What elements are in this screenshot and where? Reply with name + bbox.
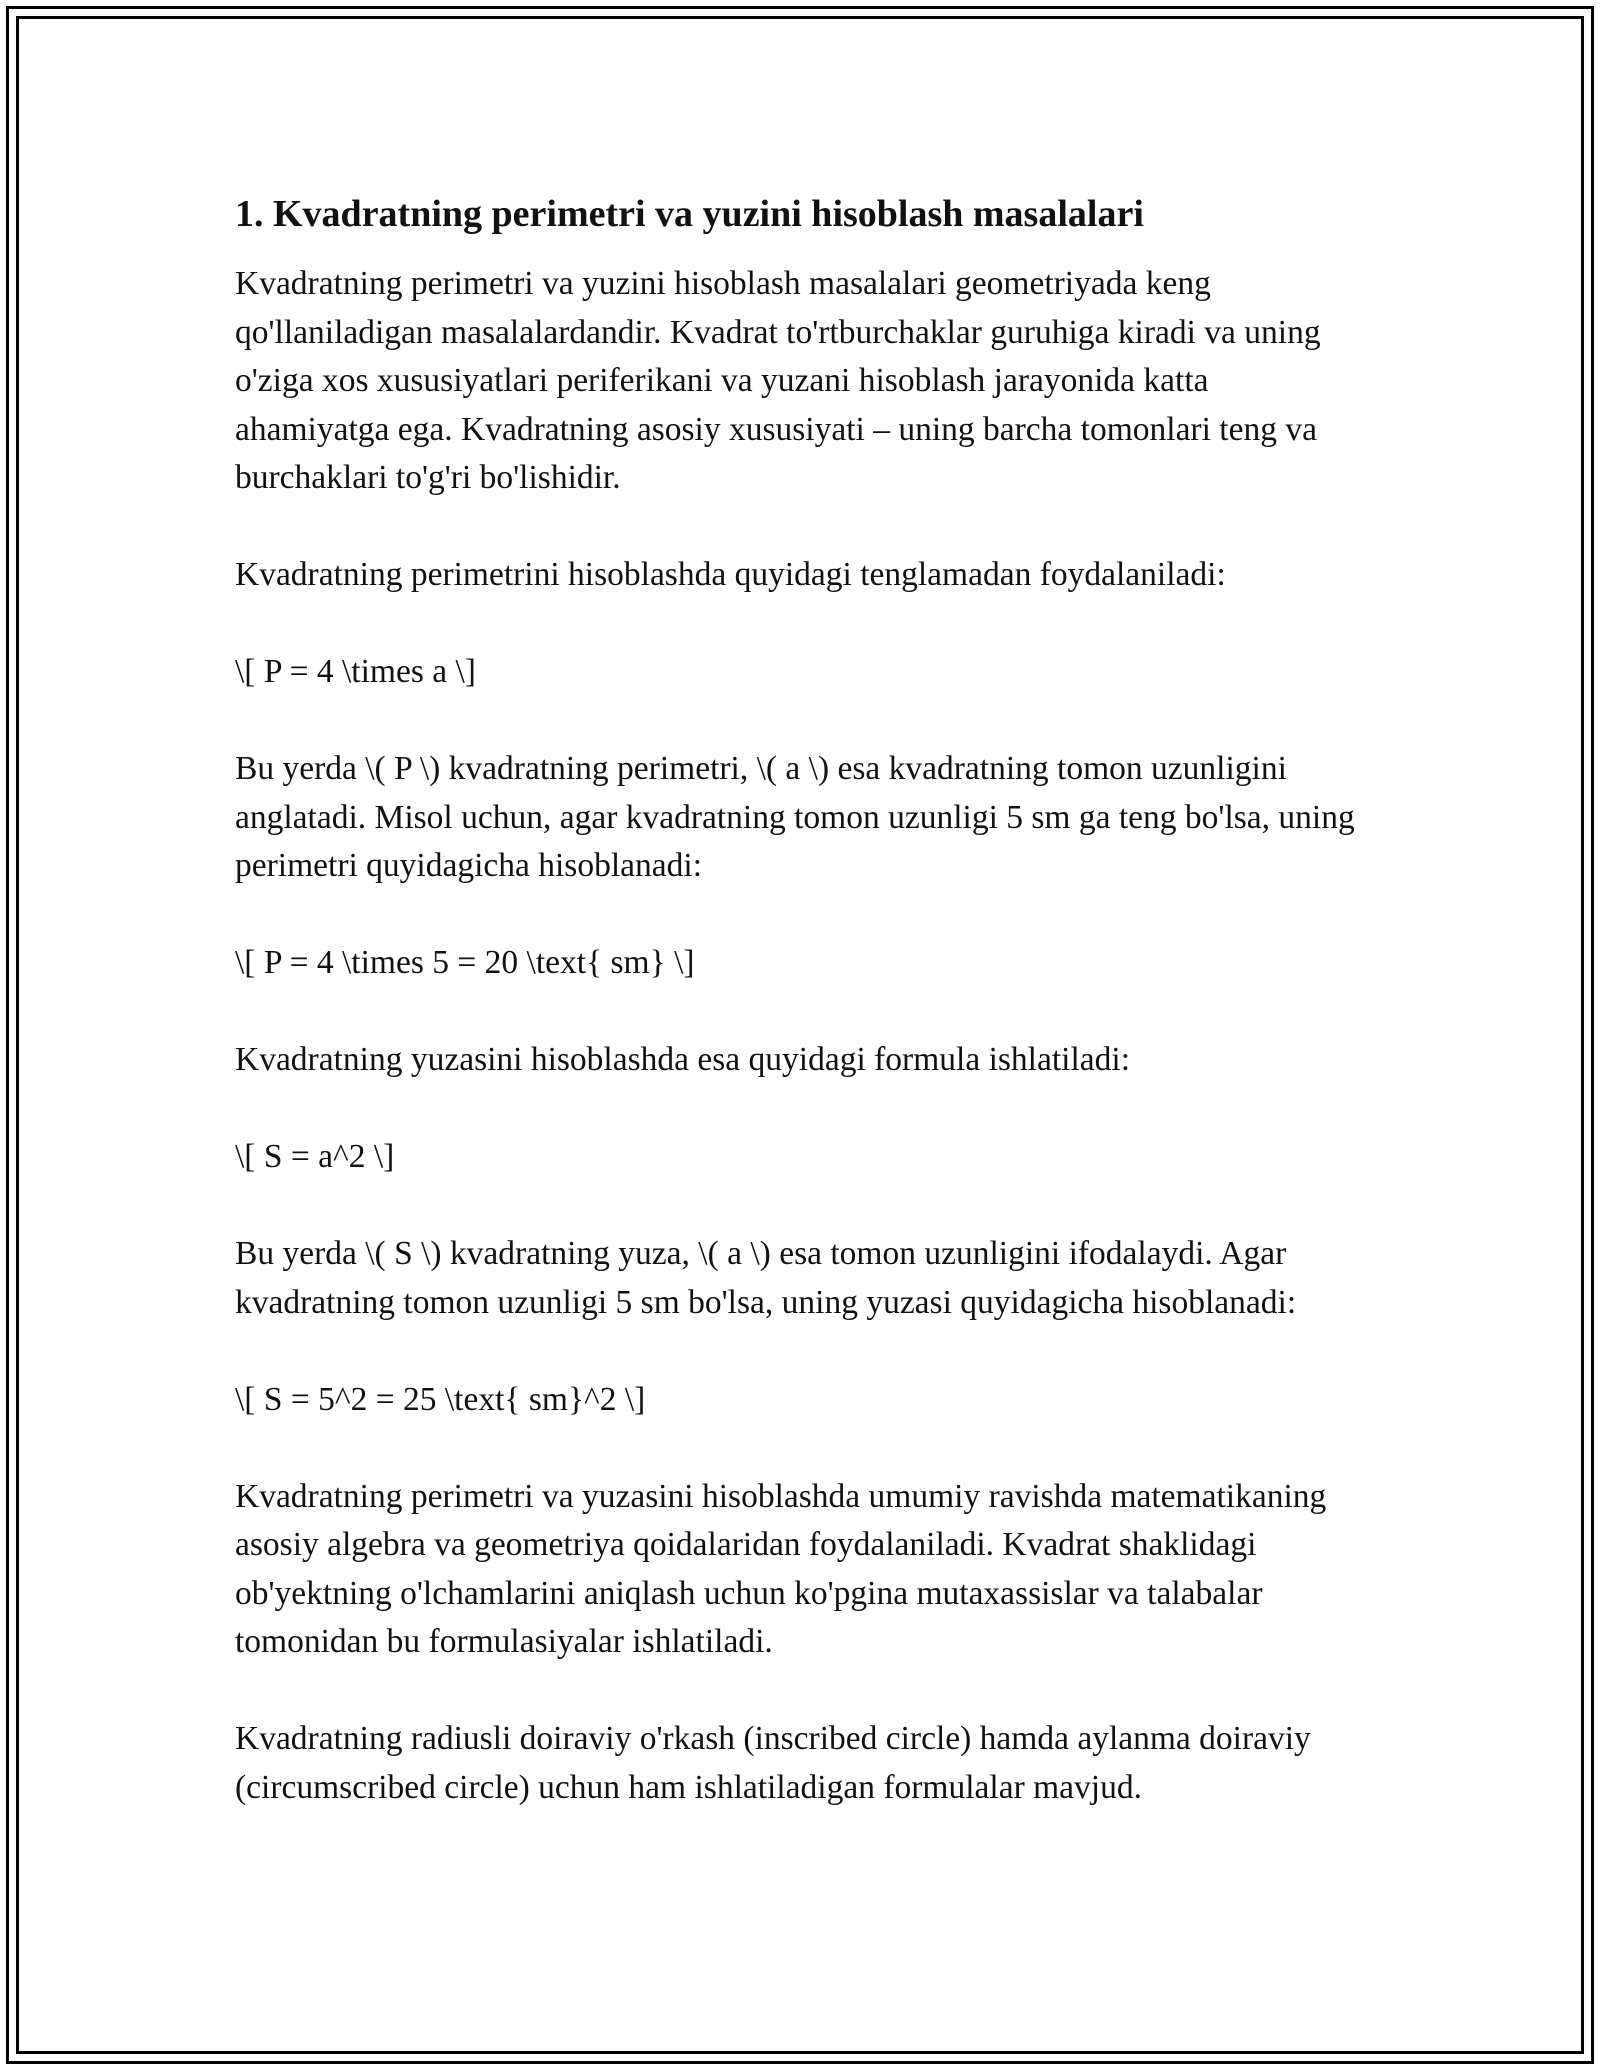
summary-paragraph: Kvadratning perimetri va yuzasini hisoblashda umumiy ravishda matematikaning asosiy algebra va geometriya qoidalaridan foydalaniladi. Kvadrat shaklidagi ob'yektning o'lchamlarini aniqlash uchun ko'pgina mutaxassislar va talabalar tomonidan bu formulasiyalar ishlatiladi. xyxy=(235,1477,1327,1660)
section-heading: 1. Kvadratning perimetri va yuzini hisoblash masalalari xyxy=(235,193,1144,235)
intro-paragraph: Kvadratning perimetri va yuzini hisoblash masalalari geometriyada keng qo'llaniladigan masalalardandir. Kvadrat to'rtburchaklar guruhiga kiradi va uning o'ziga xos xususiyatlari periferikani va yuzani hisoblash jarayonida katta ahamiyatga ega. Kvadratning asosiy xususiyati – uning barcha tomonlari teng va burchaklari to'g'ri bo'lishidir. xyxy=(235,265,1321,496)
circles-paragraph: Kvadratning radiusli doiraviy o'rkash (inscribed circle) hamda aylanma doiraviy (circumscribed circle) uchun ham ishlatiladigan formulalar mavjud. xyxy=(235,1720,1311,1806)
area-intro-paragraph: Kvadratning yuzasini hisoblashda esa quyidagi formula ishlatiladi: xyxy=(235,1041,1130,1078)
perimeter-explanation-paragraph: Bu yerda \( P \) kvadratning perimetri, \( a \) esa kvadratning tomon uzunligini anglatadi. Misol uchun, agar kvadratning tomon uzunligi 5 sm ga teng bo'lsa, uning perimetri quyidagicha hisoblanadi: xyxy=(235,750,1355,884)
document-body xyxy=(235,190,1365,1861)
area-example-formula: \[ S = 5^2 = 25 \text{ sm}^2 \] xyxy=(235,1380,646,1418)
area-formula: \[ S = a^2 \] xyxy=(235,1138,395,1175)
perimeter-formula: \[ P = 4 \times a \] xyxy=(235,653,476,690)
perimeter-example-formula: \[ P = 4 \times 5 = 20 \text{ sm} \] xyxy=(235,944,695,981)
perimeter-intro-paragraph: Kvadratning perimetrini hisoblashda quyidagi tenglamadan foydalaniladi: xyxy=(235,556,1226,593)
area-explanation-paragraph: Bu yerda \( S \) kvadratning yuza, \( a \) esa tomon uzunligini ifodalaydi. Agar kvadratning tomon uzunligi 5 sm bo'lsa, uning yuzasi quyidagicha hisoblanadi: xyxy=(235,1235,1297,1321)
